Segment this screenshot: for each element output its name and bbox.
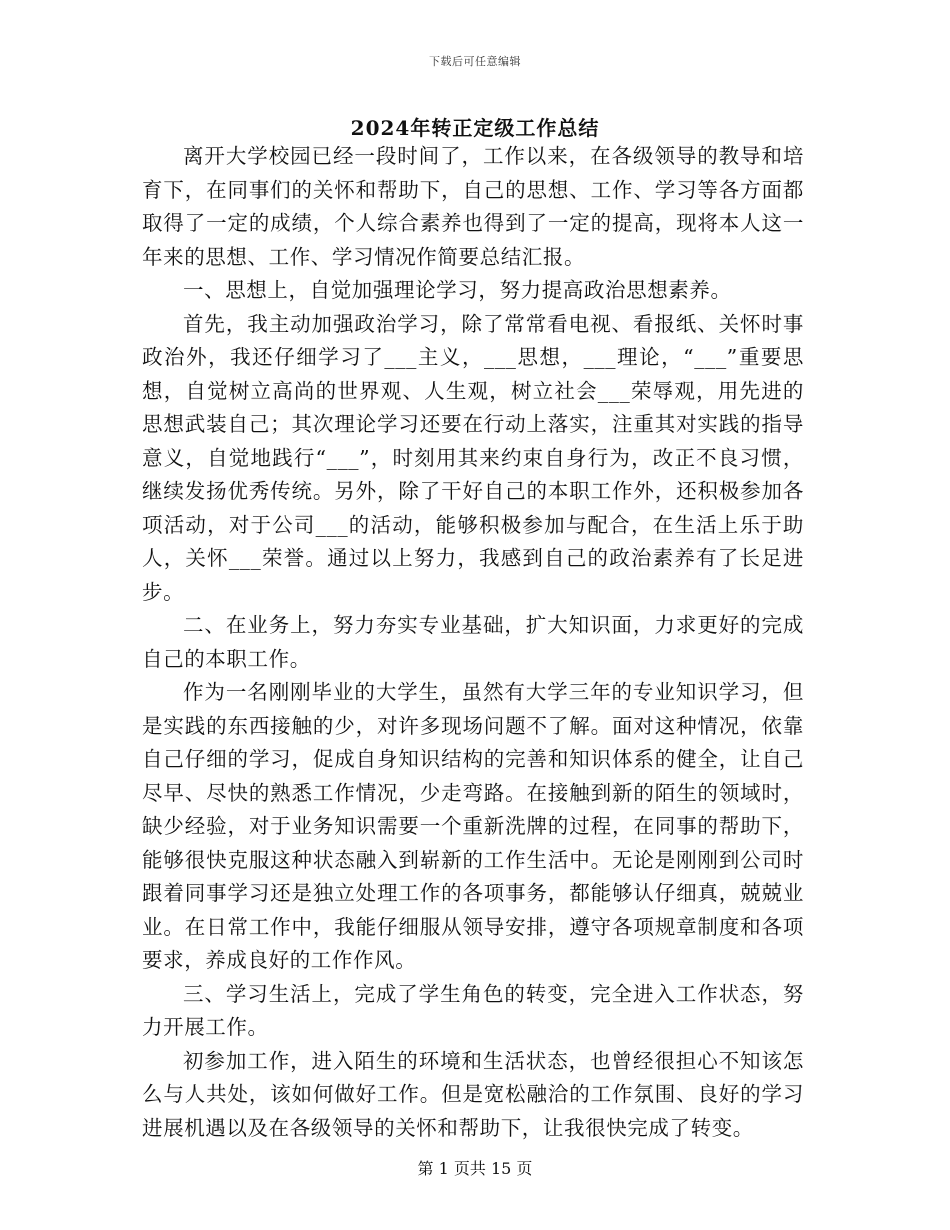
page-number-footer: 第 1 页共 15 页 <box>417 1159 533 1178</box>
section-heading-study-life: 三、学习生活上，完成了学生角色的转变，完全进入工作状态，努力开展工作。 <box>142 981 804 1039</box>
document-title: 2024年转正定级工作总结 <box>350 116 600 140</box>
paragraph-thought: 首先，我主动加强政治学习，除了常常看电视、看报纸、关怀时事政治外，我还仔细学习了___主义，___思想，___理论，“___”重要思想，自觉树立高尚的世界观、人生观，树立社会___荣辱观，用先进的思想武装自己；其次理论学习还要在行动上落实，注重其对实践的指导意义，自觉地践行“___”，时刻用其来约束自身行为，改正不良习惯，继续发扬优秀传统。另外，除了干好自己的本职工作外，还积极参加各项活动，对于公司___的活动，能够积极参加与配合，在生活上乐于助人，关怀___荣誉。通过以上努力，我感到自己的政治素养有了长足进步。 <box>142 311 804 604</box>
paragraph-business: 作为一名刚刚毕业的大学生，虽然有大学三年的专业知识学习，但是实践的东西接触的少，对许多现场问题不了解。面对这种情况，依靠自己仔细的学习，促成自身知识结构的完善和知识体系的健全，让自己尽早、尽快的熟悉工作情况，少走弯路。在接触到新的陌生的领域时，缺少经验，对于业务知识需要一个重新洗牌的过程，在同事的帮助下，能够很快克服这种状态融入到崭新的工作生活中。无论是刚刚到公司时跟着同事学习还是独立处理工作的各项事务，都能够认仔细真，兢兢业业。在日常工作中，我能仔细服从领导安排，遵守各项规章制度和各项要求，养成良好的工作作风。 <box>142 680 804 972</box>
paragraph-study-life: 初参加工作，进入陌生的环境和生活状态，也曾经很担心不知该怎么与人共处，该如何做好工作。但是宽松融洽的工作氛围、良好的学习进展机遇以及在各级领导的关怀和帮助下，让我很快完成了转变。 <box>142 1048 804 1140</box>
section-heading-business: 二、在业务上，努力夯实专业基础，扩大知识面，力求更好的完成自己的本职工作。 <box>142 613 804 671</box>
header-note: 下载后可任意编辑 <box>429 55 521 68</box>
document-body <box>142 140 804 1145</box>
paragraph-intro: 离开大学校园已经一段时间了，工作以来，在各级领导的教导和培育下，在同事们的关怀和帮助下，自己的思想、工作、学习等各方面都取得了一定的成绩，个人综合素养也得到了一定的提高，现将本人这一年来的思想、工作、学习情况作简要总结汇报。 <box>142 144 804 269</box>
section-heading-thought: 一、思想上，自觉加强理论学习，努力提高政治思想素养。 <box>183 278 732 302</box>
